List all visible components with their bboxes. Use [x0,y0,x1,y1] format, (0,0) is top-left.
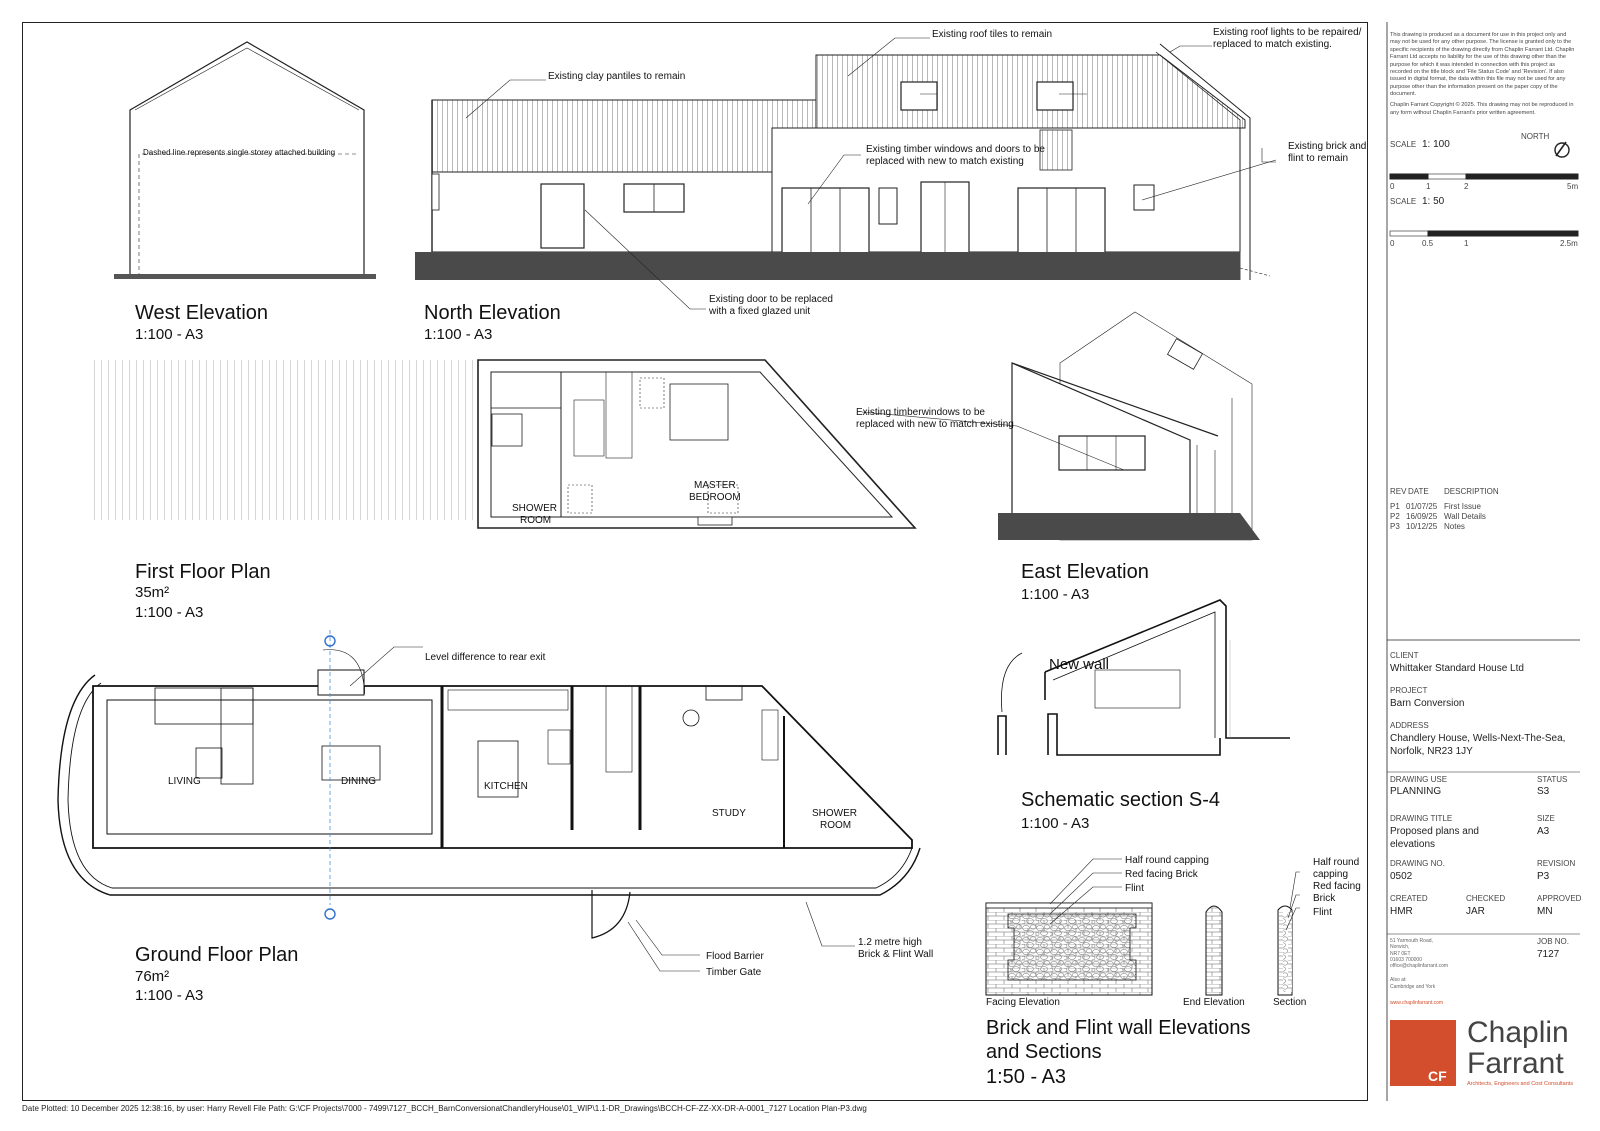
wall-sec-note-3: Red facing [1313,881,1361,892]
rev-row-3-date: 10/12/25 [1406,522,1438,531]
drawing-use-value: PLANNING [1390,786,1442,797]
wall-label-end: End Elevation [1183,997,1245,1008]
west-elevation-scale: 1:100 - A3 [135,326,204,343]
north-note-windows-1: Existing timber windows and doors to be [866,144,1045,155]
ff-room-shower-1: SHOWER [512,503,557,514]
drawing-title-label: DRAWING TITLE [1390,814,1453,823]
gf-note-level: Level difference to rear exit [425,652,546,663]
wall-sec-note-5: Flint [1313,907,1332,918]
company-tagline: Architects, Engineers and Cost Consultants [1467,1081,1574,1087]
revision-label: REVISION [1537,859,1576,868]
created-value: HMR [1390,906,1413,917]
section-new-wall: New wall [1049,656,1110,673]
north-elevation [415,44,1270,280]
east-note-1: Existing timberwindows to be [856,407,985,418]
scale-label-1: SCALE [1390,140,1417,149]
ff-room-master-2: BEDROOM [689,492,741,503]
bar2-tick-1: 0.5 [1422,239,1434,248]
status-label: STATUS [1537,775,1568,784]
ff-room-master-1: MASTER [694,480,736,491]
north-note-door-1: Existing door to be replaced [709,294,833,305]
checked-value: JAR [1466,906,1485,917]
north-elevation-title: North Elevation [424,302,561,324]
wall-label-section: Section [1273,997,1307,1008]
bar2-tick-2: 1 [1464,239,1469,248]
section-title: Schematic section S-4 [1021,789,1220,811]
company-logo-initials: CF [1428,1068,1447,1084]
status-value: S3 [1537,786,1550,797]
approved-label: APPROVED [1537,894,1582,903]
revision-value: P3 [1537,871,1550,882]
scale-value-1: 1: 100 [1422,139,1450,150]
bar1-tick-2: 2 [1464,182,1469,191]
first-floor-title: First Floor Plan [135,561,271,583]
east-elevation-scale: 1:100 - A3 [1021,586,1090,603]
bar2-tick-3: 2.5m [1560,239,1578,248]
company-logo-name: Chaplin Farrant [1467,1016,1569,1080]
office-address: 51 Yarmouth Road, Norwich, NR7 0ET 01603 700000 office@chaplinfarrant.com Also at: Cambridge and York www.chaplinfarrant.com [1390,938,1449,1006]
north-label: NORTH [1521,132,1550,141]
gf-note-wall-1: 1.2 metre high [858,937,922,948]
wall-note-capping: Half round capping [1125,855,1209,866]
gf-note-flood: Flood Barrier [706,951,764,962]
size-label: SIZE [1537,814,1555,823]
rev-row-2-date: 16/09/25 [1406,512,1438,521]
gf-room-living: LIVING [168,776,201,787]
project-label: PROJECT [1390,686,1428,695]
ground-floor-title: Ground Floor Plan [135,944,299,966]
first-floor-area: 35m² [135,584,170,601]
created-label: CREATED [1390,894,1428,903]
job-no-value: 7127 [1537,949,1560,960]
wall-label-facing: Facing Elevation [986,997,1060,1008]
brick-flint-wall [986,903,1292,995]
wall-scale: 1:50 - A3 [986,1066,1067,1088]
scale-label-2: SCALE [1390,197,1417,206]
wall-sec-note-2: capping [1313,869,1349,880]
schematic-section [998,600,1290,755]
approved-value: MN [1537,906,1553,917]
north-note-roof-lights-2: replaced to match existing. [1213,39,1332,50]
north-note-windows-2: replaced with new to match existing [866,156,1024,167]
ground-floor-area: 76m² [135,968,170,985]
rev-row-3-rev: P3 [1390,522,1400,531]
rev-row-1-rev: P1 [1390,502,1400,511]
wall-note-brick: Red facing Brick [1125,869,1198,880]
wall-note-flint: Flint [1125,883,1144,894]
legal-disclaimer: This drawing is produced as a document for use in this project only and may not be used for any other purpose. The license is granted only to the specific recipients of the drawing directly from Chaplin Farrant Ltd. Chaplin Farrant Ltd accepts no liability for the use of this drawing other than the purpose for which it was intended in connection with this project as recorded on the title block and 'File Status Code' and 'Revision'. If also issued in digital format, the data within this file may not be used for any purpose other than the information present on the paper copy of the document. Chaplin Farrant Copyright © 2025. This drawing may not be reproduced in any form without Chaplin Farrant's prior written agreement. [1390,32,1575,116]
north-note-brick-1: Existing brick and [1288,141,1367,152]
plot-footer: Date Plotted: 10 December 2025 12:38:16, by user: Harry Revell File Path: G:\CF Projects\7000 - 7499\7127_BCCH_BarnConversionatChandleryHouse\01_WIP\1.1-DR_Drawings\BCCH-CF-ZZ-XX-DR-A-0001_7127 Location Plan-P3.dwg [22,1104,867,1113]
address-line-1: Chandlery House, Wells-Next-The-Sea, [1390,733,1566,744]
rev-header-desc: DESCRIPTION [1444,487,1499,496]
gf-room-shower-1: SHOWER [812,808,857,819]
client-value: Whittaker Standard House Ltd [1390,663,1524,674]
east-note-2: replaced with new to match existing [856,419,1014,430]
scale-value-2: 1: 50 [1422,196,1445,207]
gf-note-wall-2: Brick & Flint Wall [858,949,934,960]
gf-note-gate: Timber Gate [706,967,762,978]
gf-room-study: STUDY [712,808,746,819]
north-note-brick-2: flint to remain [1288,153,1349,164]
project-value: Barn Conversion [1390,698,1465,709]
rev-row-2-desc: Wall Details [1444,512,1486,521]
wall-sec-note-4: Brick [1313,893,1336,904]
address-label: ADDRESS [1390,721,1429,730]
drawing-title-line-2: elevations [1390,839,1436,850]
wall-title-1: Brick and Flint wall Elevations [986,1017,1251,1039]
north-note-roof-lights-1: Existing roof lights to be repaired/ [1213,27,1362,38]
north-elevation-scale: 1:100 - A3 [424,326,493,343]
drawing-no-label: DRAWING NO. [1390,859,1445,868]
first-floor-plan [92,360,915,528]
gf-room-shower-2: ROOM [820,820,852,831]
size-value: A3 [1537,826,1550,837]
north-note-door-2: with a fixed glazed unit [709,306,811,317]
west-elevation [114,42,376,279]
job-no-label: JOB NO. [1537,937,1570,946]
rev-row-1-desc: First Issue [1444,502,1481,511]
bar1-tick-1: 1 [1426,182,1431,191]
north-note-roof-tiles: Existing roof tiles to remain [932,29,1053,40]
address-line-2: Norfolk, NR23 1JY [1390,746,1473,757]
gf-room-dining: DINING [341,776,376,787]
website-link: www.chaplinfarrant.com [1390,999,1444,1006]
rev-row-3-desc: Notes [1444,522,1465,531]
bar1-tick-3: 5m [1567,182,1579,191]
bar2-tick-0: 0 [1390,239,1395,248]
rev-header-date: DATE [1408,487,1429,496]
rev-row-1-date: 01/07/25 [1406,502,1438,511]
ground-floor-scale: 1:100 - A3 [135,987,204,1004]
rev-header-rev: REV [1390,487,1407,496]
drawing-no-value: 0502 [1390,871,1413,882]
gf-room-kitchen: KITCHEN [484,781,528,792]
north-note-pantiles: Existing clay pantiles to remain [548,71,686,82]
first-floor-scale: 1:100 - A3 [135,604,204,621]
bar1-tick-0: 0 [1390,182,1395,191]
drawing-use-label: DRAWING USE [1390,775,1448,784]
client-label: CLIENT [1390,651,1419,660]
section-scale: 1:100 - A3 [1021,815,1090,832]
wall-sec-note-1: Half round [1313,857,1360,868]
ff-room-shower-2: ROOM [520,515,552,526]
east-elevation-title: East Elevation [1021,561,1149,583]
west-elevation-note: Dashed line represents single storey attached building [143,148,336,157]
rev-row-2-rev: P2 [1390,512,1400,521]
drawing-title-line-1: Proposed plans and [1390,826,1479,837]
checked-label: CHECKED [1466,894,1506,903]
west-elevation-title: West Elevation [135,302,269,324]
east-elevation [998,312,1260,540]
wall-title-2: and Sections [986,1041,1102,1063]
